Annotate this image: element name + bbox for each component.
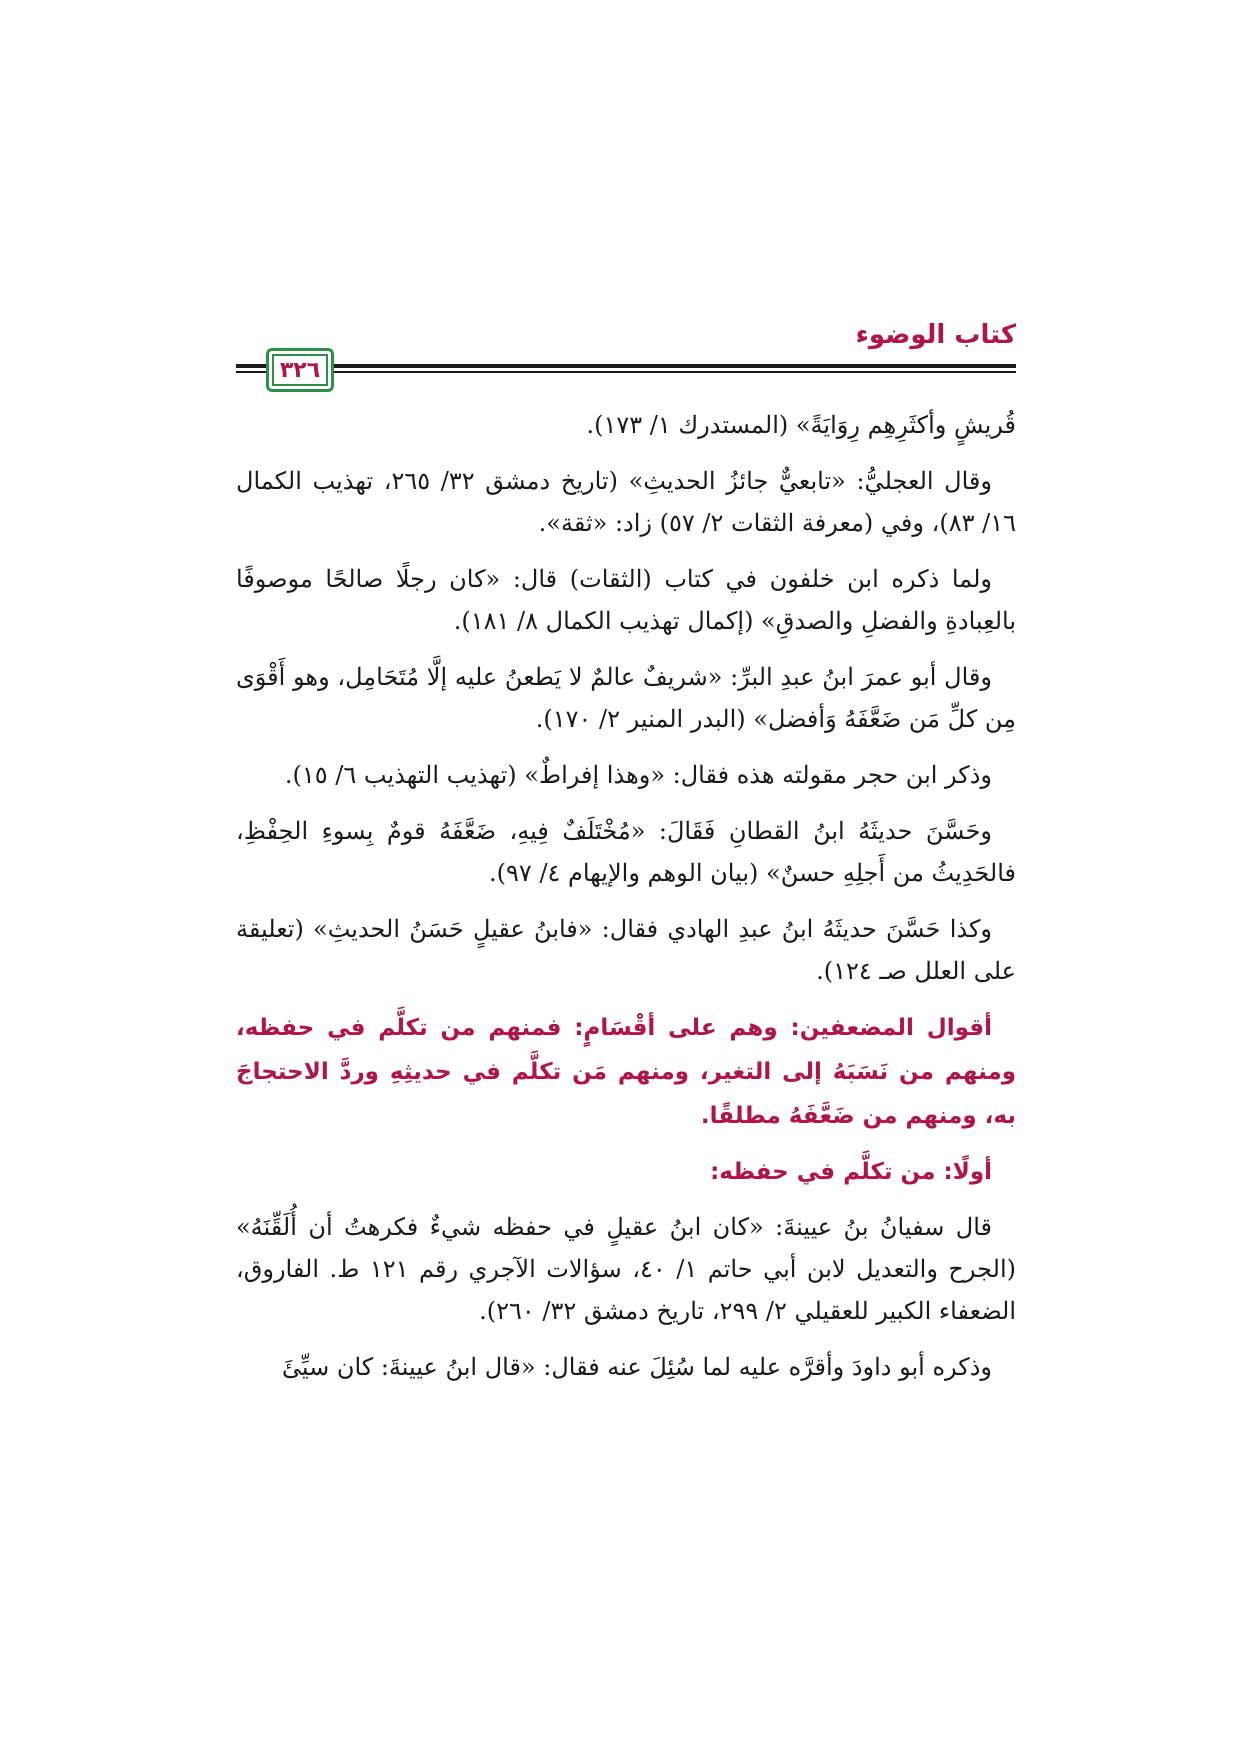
paragraph-5: وذكر ابن حجر مقولته هذه فقال: «وهذا إفراطٌ» (تهذيب التهذيب ٦/ ١٥).	[284, 761, 992, 789]
paragraph-9: وذكره أبو داودَ وأقرَّه عليه لما سُئِلَ عنه فقال: «قال ابنُ عيينةَ: كان سيِّئَ	[281, 1353, 992, 1381]
body-text	[236, 404, 1016, 1402]
paragraph-2: وقال العجليُّ: «تابعيٌّ جائزُ الحديثِ» (تاريخ دمشق ٣٢/ ٢٦٥، تهذيب الكمال ١٦/ ٨٣)، وفي (معرفة الثقات ٢/ ٥٧) زاد: «ثقة».	[236, 467, 1016, 537]
paragraph-4: وقال أبو عمرَ ابنُ عبدِ البرِّ: «شريفٌ عالمٌ لا يَطعنُ عليه إلَّا مُتَحَامِل، وهو أَقْوَى مِن كلِّ مَن ضَعَّفَهُ وَأفضل» (البدر المنير ٢/ ١٧٠).	[236, 663, 1016, 733]
paragraph-8: قال سفيانُ بنُ عيينةَ: «كان ابنُ عقيلٍ في حفظه شيءٌ فكرهتُ أن أُلَقِّنَهُ» (الجرح والتعديل لابن أبي حاتم ١/ ٤٠، سؤالات الآجري رقم ١٢١ ط. الفاروق، الضعفاء الكبير للعقيلي ٢/ ٢٩٩، تاريخ دمشق ٣٢/ ٢٦٠).	[236, 1213, 1016, 1325]
paragraph-7: وكذا حَسَّنَ حديثَهُ ابنُ عبدِ الهادي فقال: «فابنُ عقيلٍ حَسَنُ الحديثِ» (تعليقة على العلل صـ ١٢٤).	[236, 915, 1016, 985]
page-number: ٣٢٦	[279, 357, 321, 383]
header-rule-thin	[236, 371, 1016, 373]
section-heading: أقوال المضعفين: وهم على أقْسَامٍ: فمنهم من تكلَّم في حفظه، ومنهم من نَسَبَهُ إلى التغير، ومنهم مَن تكلَّم في حديثِهِ وردَّ الاحتجاجَ به، ومنهم من ضَعَّفَهُ مطلقًا.	[236, 1015, 1016, 1129]
page-number-badge	[266, 348, 334, 392]
header-rule-thick	[236, 364, 1016, 368]
paragraph-1: قُريشٍ وأكثَرِهِم رِوَايَةً» (المستدرك ١/ ١٧٣).	[586, 411, 1016, 439]
book-title: كتاب الوضوء	[855, 320, 1016, 350]
page-header	[236, 318, 1016, 383]
section-subheading: أولًا: من تكلَّم في حفظه:	[710, 1159, 992, 1185]
paragraph-6: وحَسَّنَ حديثَهُ ابنُ القطانِ فَقَالَ: «مُخْتَلَفٌ فِيهِ، ضَعَّفَهُ قومٌ بِسوءِ الحِفْظِ، فالحَدِيثُ من أَجلِهِ حسنٌ» (بيان الوهم والإيهام ٤/ ٩٧).	[236, 817, 1016, 887]
paragraph-3: ولما ذكره ابن خلفون في كتاب (الثقات) قال: «كان رجلًا صالحًا موصوفًا بالعِبادةِ والفضلِ والصدقِ» (إكمال تهذيب الكمال ٨/ ١٨١).	[236, 565, 1016, 635]
